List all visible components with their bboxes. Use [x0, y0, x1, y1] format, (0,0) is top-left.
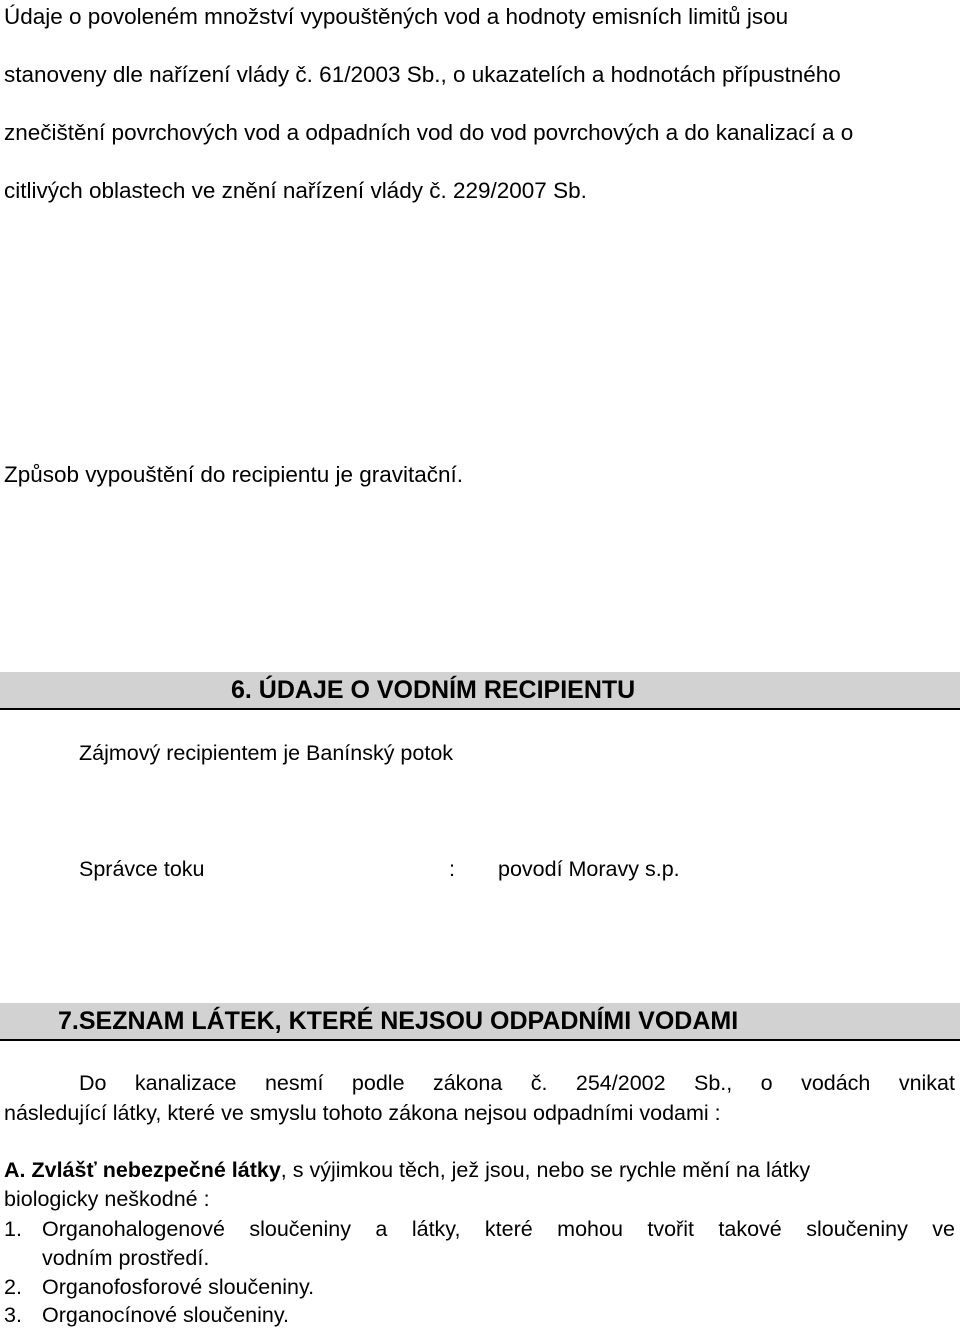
list-item-1-line-2: vodním prostředí.	[42, 1246, 210, 1270]
group-a-title: A. Zvlášť nebezpečné látky	[4, 1158, 281, 1182]
section-7-para-line-2: následující látky, které ve smyslu tohoto zákona nejsou odpadními vodami :	[4, 1101, 721, 1125]
intro-line-4: citlivých oblastech ve znění nařízení vlády č. 229/2007 Sb.	[4, 178, 587, 203]
manager-value: povodí Moravy s.p.	[498, 857, 680, 881]
list-item-1-number: 1.	[4, 1217, 22, 1241]
intro-line-2: stanoveny dle nařízení vlády č. 61/2003 Sb., o ukazatelích a hodnotách přípustného	[4, 62, 841, 87]
section-7-heading: 7.SEZNAM LÁTEK, KTERÉ NEJSOU ODPADNÍMI VODAMI	[58, 1007, 739, 1035]
section-6-heading-bar	[0, 672, 960, 710]
list-item-1-line-1: Organohalogenové sloučeniny a látky, které mohou tvořit takové sloučeniny ve	[42, 1217, 955, 1241]
manager-label: Správce toku	[79, 857, 205, 881]
list-item-2-text: Organofosforové sloučeniny.	[42, 1275, 315, 1299]
group-a-line-1	[4, 1158, 810, 1183]
section-7-para-line-1: Do kanalizace nesmí podle zákona č. 254/2002 Sb., o vodách vnikat	[79, 1071, 955, 1095]
list-item-3-number: 3.	[4, 1303, 22, 1327]
list-item-3-text: Organocínové sloučeniny.	[42, 1303, 289, 1327]
section-6-heading: 6. ÚDAJE O VODNÍM RECIPIENTU	[231, 676, 636, 704]
section-7-heading-bar	[0, 1003, 960, 1041]
group-a-description: , s výjimkou těch, jež jsou, nebo se rychle mění na látky	[280, 1158, 811, 1182]
intro-line-1: Údaje o povoleném množství vypouštěných vod a hodnoty emisních limitů jsou	[4, 4, 789, 29]
group-a-line-2: biologicky neškodné :	[4, 1187, 210, 1211]
discharge-statement: Způsob vypouštění do recipientu je gravitační.	[4, 462, 464, 487]
list-item-2-number: 2.	[4, 1275, 22, 1299]
intro-line-3: znečištění povrchových vod a odpadních vod do vod povrchových a do kanalizací a o	[4, 120, 854, 145]
manager-colon: :	[449, 857, 455, 881]
recipient-text: Zájmový recipientem je Banínský potok	[79, 741, 454, 765]
